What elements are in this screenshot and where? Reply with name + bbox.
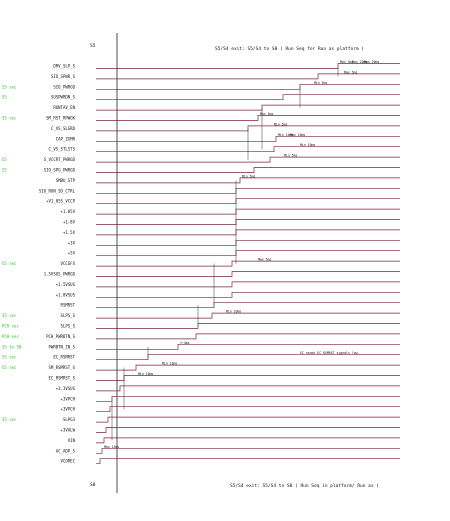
signal-waveform: [96, 376, 400, 381]
domain-label: S5 sec: [2, 115, 17, 121]
signal-waveform: [96, 448, 400, 453]
signal-name: +1.8V: [62, 219, 75, 225]
signal-row: [39, 188, 400, 193]
signal-name: +3VALW: [60, 427, 75, 433]
signal-waveform: [96, 365, 400, 370]
domain-label: S5 sec: [2, 417, 17, 423]
signal-row: [2, 116, 400, 121]
signal-name: SUSPWRDN_S: [50, 94, 75, 100]
signal-waveform: [96, 95, 400, 100]
signal-waveform: [96, 344, 400, 349]
timing-annotation: Min 5ms: [242, 174, 256, 179]
signal-waveform: [96, 459, 400, 464]
signal-waveform: [96, 324, 400, 329]
timing-annotation: Max 20ms: [364, 60, 380, 64]
signal-waveform: [96, 417, 400, 422]
signal-name: CAP_ZGMR: [55, 136, 75, 142]
signal-row: [51, 74, 400, 79]
timing-annotation: Max 5ms: [258, 257, 272, 262]
signal-name: SMBU_STP: [55, 177, 75, 183]
timing-annotation: Min 10ms: [162, 361, 178, 366]
signal-row: [61, 459, 400, 464]
signal-name: DRV_SLP_S: [53, 63, 75, 69]
timing-annotation: Min 5ms: [284, 153, 298, 158]
signal-waveform: [96, 105, 400, 110]
signal-name: SM_RST_RPWGK: [46, 115, 75, 121]
signal-waveform: [96, 428, 400, 433]
timing-annotation: Max 10ms: [290, 132, 306, 137]
signal-row: [2, 324, 400, 329]
signal-waveform: [96, 220, 400, 225]
signal-row: [61, 303, 400, 308]
domain-label: S5: [2, 94, 7, 100]
signal-row: [2, 313, 400, 318]
signal-waveform: [96, 240, 400, 245]
footer-sequence-note: S5/S4 exit: S5/S4 to S0 ( Run Seq in platform/ Run as ): [230, 484, 380, 489]
signal-waveform: [96, 292, 400, 297]
signal-name: +3VPCH: [60, 406, 75, 412]
signal-waveform: [96, 334, 400, 339]
signal-row: [46, 199, 400, 204]
signal-row: [68, 251, 400, 256]
timing-annotation: Max 5ms: [260, 112, 274, 116]
domain-label: S5 sec: [2, 261, 17, 267]
signal-waveform: [96, 386, 400, 391]
signal-row: [2, 168, 400, 173]
signal-row: [56, 136, 400, 141]
signal-waveform: [96, 168, 400, 173]
signal-rows: [2, 64, 400, 464]
signal-name: +3VPCH: [60, 396, 75, 402]
signal-waveform: [96, 116, 400, 121]
header-state-label: S5: [90, 44, 96, 49]
signal-name: VIN: [67, 437, 75, 443]
signal-row: [53, 64, 400, 69]
signal-row: [68, 240, 400, 245]
timing-annotation: 1~4ms: [180, 340, 190, 345]
signal-name: EC_RSMRST: [53, 354, 75, 360]
signal-waveform: [96, 178, 400, 183]
timing-annotations: [104, 60, 379, 449]
timing-annotation: EC sends EC_RSMRST signals low.: [300, 351, 360, 356]
signal-waveform: [96, 438, 400, 443]
signal-waveform: [96, 251, 400, 256]
signal-row: [51, 126, 400, 131]
signal-waveform: [96, 355, 400, 360]
signal-waveform: [96, 313, 400, 318]
signal-name: SM_RSMRST_S: [48, 365, 75, 371]
signal-name: +1.8VSUS: [55, 292, 75, 298]
signal-name: 1.5VSUS_PWRGD: [43, 271, 75, 277]
signal-row: [63, 230, 400, 235]
signal-row: [61, 209, 400, 214]
header: [90, 43, 364, 52]
timing-annotation: Min 5ms: [274, 122, 288, 127]
signal-row: [2, 365, 400, 370]
signal-waveform: [96, 407, 400, 412]
signal-name: VCCGFX: [60, 261, 75, 267]
signal-name: SLPG3: [62, 417, 75, 423]
signal-name: +3.3VSUS: [55, 385, 75, 391]
signal-row: [56, 292, 400, 297]
signal-row: [68, 438, 400, 443]
footer-state-label: S0: [90, 483, 96, 488]
signal-row: [49, 376, 401, 381]
signal-name: RUNTAV_EN: [53, 105, 75, 111]
signal-row: [56, 178, 400, 183]
signal-waveform: [96, 64, 400, 69]
signal-name: SLPS_S: [60, 323, 75, 329]
signal-row: [2, 417, 400, 422]
domain-label: S5 sec: [2, 365, 17, 371]
signal-waveform: [96, 199, 400, 204]
domain-label: S5: [2, 167, 7, 173]
signal-name: +V1_05S_VCCP: [46, 198, 75, 204]
signal-row: [61, 407, 400, 412]
timing-annotation: Min 20ms: [226, 309, 242, 314]
signal-row: [2, 344, 400, 349]
timing-annotation: Max 20ms: [352, 60, 368, 64]
domain-label: S5: [2, 157, 7, 163]
footer: [90, 482, 379, 489]
domain-label: S5 sec: [2, 354, 17, 360]
signal-name: PWRBTN_IN_S: [48, 344, 75, 350]
domain-label: S5 to S0: [2, 344, 22, 350]
signal-name: PCH_PWRBTN_S: [46, 333, 75, 339]
timing-annotation: Max 3ms: [340, 60, 354, 64]
domain-label: S5 sec: [2, 313, 17, 319]
signal-name: AC_ADP_S: [55, 448, 75, 454]
signal-name: +1.05V: [60, 209, 75, 215]
signal-row: [2, 95, 400, 100]
signal-row: [63, 220, 400, 225]
signal-name: +1.5V: [62, 229, 75, 235]
signal-name: C_VS_STLSTS: [48, 146, 75, 152]
signal-name: S_VCCRT_PWRGD: [43, 157, 75, 163]
header-sequence-note: S5/S4 exit: S5/S4 to S0 ( Run Seq for Run as platform ): [215, 47, 365, 52]
signal-waveform: [96, 230, 400, 235]
signal-name: VCOREC: [60, 458, 75, 464]
timing-annotation: Max 15ms: [104, 444, 120, 449]
signal-name: +1.5VSUS: [55, 281, 75, 287]
signal-name: +3V: [67, 240, 75, 246]
domain-label: S5 sec: [2, 84, 17, 90]
domain-label: PCH sec: [2, 323, 19, 329]
signal-row: [2, 334, 400, 339]
signal-waveform: [96, 188, 400, 193]
timing-annotation: Min 10ms: [300, 143, 316, 148]
signal-name: +5V: [67, 250, 75, 256]
signal-row: [44, 272, 400, 277]
signal-waveform: [96, 84, 400, 89]
signal-waveform: [96, 209, 400, 214]
signal-name: SLPS_S: [60, 313, 75, 319]
signal-waveform: [96, 272, 400, 277]
signal-row: [2, 355, 400, 360]
signal-row: [2, 157, 400, 162]
timing-annotation: Max 5ms: [344, 70, 358, 75]
timing-annotation: Min 10ms: [278, 132, 294, 137]
signal-name: SIO_SPG_PWRGD: [43, 167, 75, 173]
signal-row: [2, 261, 400, 266]
signal-name: RSMRST: [60, 302, 75, 308]
signal-row: [61, 428, 400, 433]
signal-row: [49, 147, 401, 152]
signal-waveform: [96, 303, 400, 308]
signal-row: [61, 396, 400, 401]
signal-name: SIO_SPWR_S: [50, 73, 75, 79]
signal-name: SIO_PWRGD: [53, 84, 75, 90]
timing-annotation: Min 5ms: [314, 80, 328, 85]
signal-row: [56, 386, 400, 391]
signal-row: [56, 282, 400, 287]
signal-name: SIO_RUN_SD_CTRL: [38, 188, 75, 194]
domain-label: PCH sec: [2, 333, 19, 339]
signal-waveform: [96, 282, 400, 287]
signal-row: [2, 84, 400, 89]
signal-row: [56, 448, 400, 453]
signal-waveform: [96, 396, 400, 401]
signal-name: C_VS_SLGRD: [50, 125, 75, 131]
timing-annotation: Min 10ms: [138, 372, 154, 376]
signal-row: [53, 105, 400, 110]
signal-waveform: [96, 261, 400, 266]
signal-waveform: [96, 74, 400, 79]
signal-name: EC_RSMRST_S: [48, 375, 75, 381]
